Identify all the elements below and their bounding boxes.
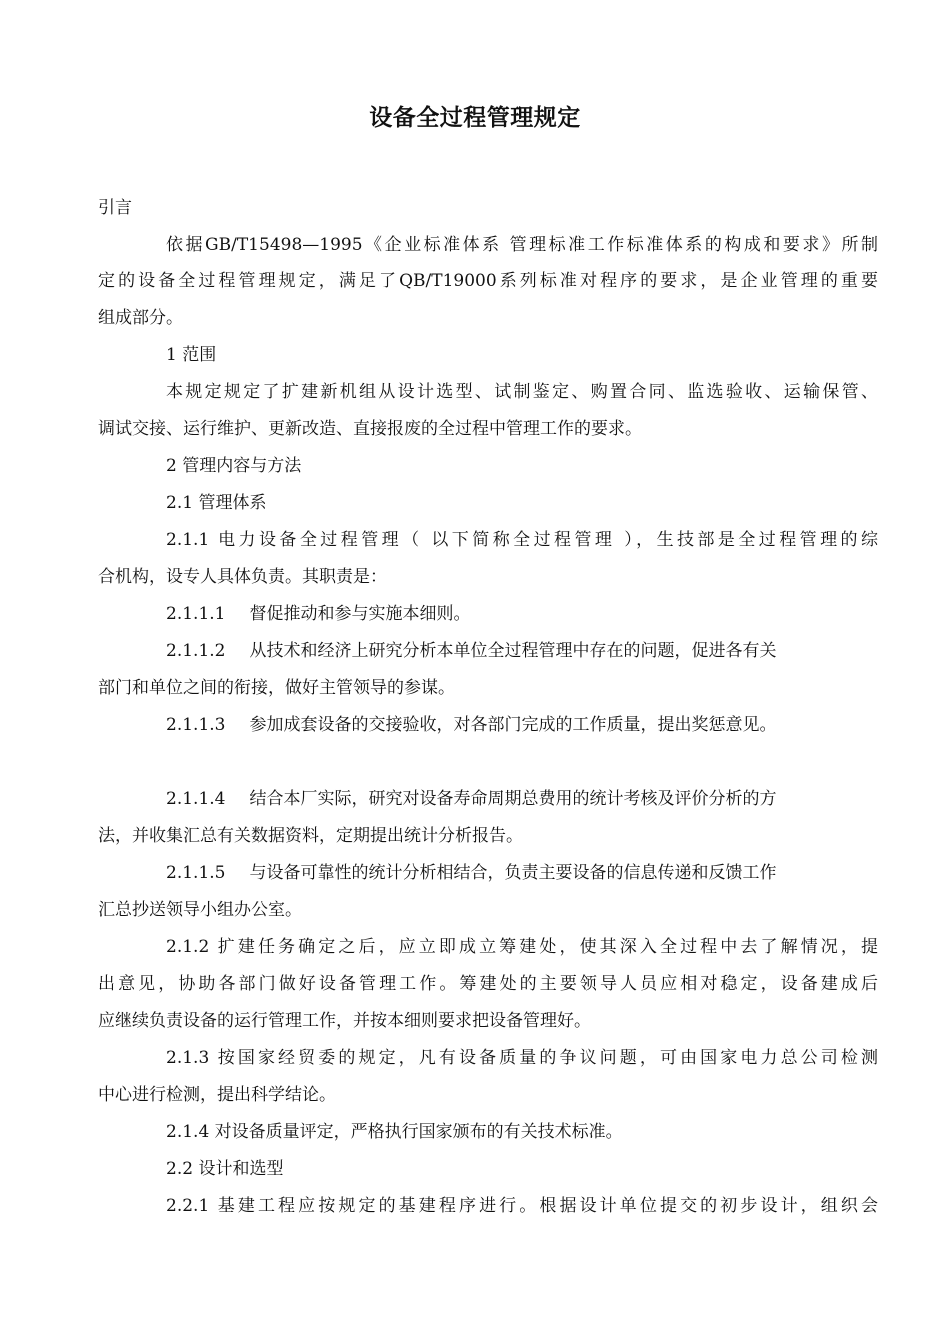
document-title: 设备全过程管理规定 bbox=[369, 105, 581, 131]
clause-number: 2.1.1.4 bbox=[166, 789, 226, 809]
clause-text: 结合本厂实际，研究对设备寿命周期总费用的统计考核及评价分析的方 bbox=[249, 789, 777, 809]
paragraph-line: 组成部分。 bbox=[98, 308, 183, 328]
section-heading: 1 范围 bbox=[166, 345, 217, 365]
clause-line bbox=[166, 638, 878, 664]
clause-number: 2.1.1.5 bbox=[166, 863, 226, 883]
clause-number: 2.1.1.1 bbox=[166, 604, 226, 624]
heading-introduction: 引言 bbox=[98, 198, 132, 218]
paragraph-line: 法，并收集汇总有关数据资料，定期提出统计分析报告。 bbox=[98, 826, 523, 846]
paragraph-line: 合机构，设专人具体负责。其职责是： bbox=[98, 567, 387, 587]
clause-line bbox=[166, 601, 878, 627]
clause-line bbox=[166, 712, 878, 738]
paragraph-line: 2.2.1 基建工程应按规定的基建程序进行。根据设计单位提交的初步设计，组织会 bbox=[166, 1196, 878, 1216]
paragraph-line: 2.1.2 扩建任务确定之后，应立即成立筹建处，使其深入全过程中去了解情况，提 bbox=[166, 937, 878, 957]
paragraph-line: 汇总抄送领导小组办公室。 bbox=[98, 900, 302, 920]
clause-text: 与设备可靠性的统计分析相结合，负责主要设备的信息传递和反馈工作 bbox=[249, 863, 777, 883]
paragraph-line: 中心进行检测，提出科学结论。 bbox=[98, 1085, 336, 1105]
section-heading: 2.1 管理体系 bbox=[166, 493, 267, 513]
clause-text: 从技术和经济上研究分析本单位全过程管理中存在的问题，促进各有关 bbox=[249, 641, 777, 661]
paragraph-line: 部门和单位之间的衔接，做好主管领导的参谋。 bbox=[98, 678, 455, 698]
clause-line bbox=[166, 860, 878, 886]
paragraph-line: 出意见，协助各部门做好设备管理工作。筹建处的主要领导人员应相对稳定，设备建成后 bbox=[98, 974, 878, 994]
paragraph-line: 2.1.1 电力设备全过程管理（ 以下简称全过程管理 ），生技部是全过程管理的综 bbox=[166, 530, 878, 550]
paragraph-line: 本规定规定了扩建新机组从设计选型、试制鉴定、购置合同、监选验收、运输保管、 bbox=[166, 382, 878, 402]
paragraph-line: 应继续负责设备的运行管理工作，并按本细则要求把设备管理好。 bbox=[98, 1011, 591, 1031]
paragraph-line: 调试交接、运行维护、更新改造、直接报废的全过程中管理工作的要求。 bbox=[98, 419, 642, 439]
clause-number: 2.1.1.3 bbox=[166, 715, 226, 735]
clause-line bbox=[166, 786, 878, 812]
section-heading: 2 管理内容与方法 bbox=[166, 456, 302, 476]
clause-number: 2.1.1.2 bbox=[166, 641, 226, 661]
paragraph-line: 依据GB/T15498—1995《企业标准体系 管理标准工作标准体系的构成和要求》所制 bbox=[166, 235, 878, 255]
clause-text: 督促推动和参与实施本细则。 bbox=[249, 604, 471, 624]
section-heading: 2.2 设计和选型 bbox=[166, 1159, 284, 1179]
paragraph-line: 2.1.3 按国家经贸委的规定，凡有设备质量的争议问题，可由国家电力总公司检测 bbox=[166, 1048, 878, 1068]
clause-text: 参加成套设备的交接验收，对各部门完成的工作质量，提出奖惩意见。 bbox=[249, 715, 777, 735]
paragraph-line: 定的设备全过程管理规定，满足了QB/T19000系列标准对程序的要求，是企业管理的重要 bbox=[98, 271, 878, 291]
paragraph-line: 2.1.4 对设备质量评定，严格执行国家颁布的有关技术标准。 bbox=[166, 1122, 623, 1142]
